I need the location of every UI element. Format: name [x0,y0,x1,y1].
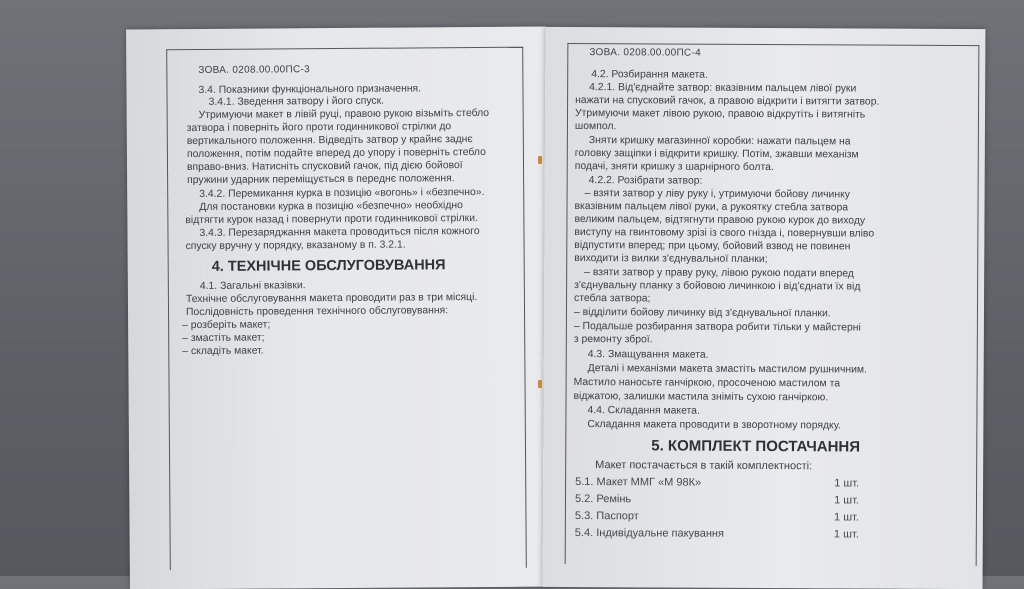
section4-heading: 4. ТЕХНІЧНЕ ОБСЛУГОВУВАННЯ [211,257,446,275]
text-line: Технічне обслуговування макета проводити раз в три місяці. [185,292,478,306]
text-line: затвора і поверніть його проти годинникової стрілки до [186,121,452,135]
text-line: 3.4.1. Зведення затвору і його спуск. [208,95,385,108]
text-line: положення, потім подайте вперед до упору і поверніть стебло [186,146,486,161]
text-line: нажати на спусковий гачок, а правою відкрити і витягти затвор. [575,95,880,108]
text-line: – взяти затвор у праву руку, лівою рукою подати вперед [584,267,854,280]
text-line: спуску вручну у порядку, вказаному в п. 3.2.1. [185,239,406,253]
kit-item-qty: 1 шт. [833,511,859,524]
text-line: Складання макета проводити в зворотному порядку. [587,419,841,432]
kit-intro: Макет постачається в такій комплектності: [595,459,813,473]
text-line: з ремонту зброї. [573,334,653,346]
kit-item-qty: 1 шт. [833,528,859,541]
staple [538,156,542,164]
text-line: шомпол. [574,121,617,133]
text-line: виступу на гвинтовому зрізі із свого гнізда і, повернувши вліво [574,227,875,240]
text-line: з'єднувальну планку з бойовою личинкою і від'єднати їх від [574,280,861,293]
text-line: 4.2.1. Від'єднайте затвор: вказівним пальцем лівої руки [589,82,857,95]
text-line: виходити із вилки з'єднувальної планки; [574,253,768,266]
text-line: – складіть макет. [182,345,264,358]
right-page-code: ЗОВА. 0208.00.00ПС-4 [589,47,701,59]
kit-item [575,476,875,490]
text-line: великим пальцем, відтягнути правою рукою курок до виходу [574,214,866,227]
text-line: головку защіпки і відкрити кришку. Потім, зжавши механізм [574,148,859,161]
text-line: вертикального положення. Відведіть затвор у крайнє заднє [186,134,473,148]
text-line: вправо-вниз. Натисніть спусковий гачок, під дією бойової [186,160,463,174]
text-line: Деталі і механізми макета змастіть мастилом рушничним. [587,363,867,376]
text-line: відпустити вперед; при цьому, бойовий взвод не повинен [574,240,851,253]
text-line: 3.4.3. Перезаряджання макета проводиться після кожного [199,226,480,239]
kit-item-name: 5.2. Ремінь [574,493,632,506]
left-page [126,27,550,589]
text-line: пружини ударник переміщується в переднє положення. [187,173,455,187]
text-line: 4.4. Складання макета. [587,405,700,417]
text-line: Мастило наносьте ганчіркою, просоченою мастилом та [573,377,841,390]
text-line: 4.2.2. Розібрати затвор: [588,175,703,187]
text-line: 4.2. Розбирання макета. [591,69,708,81]
kit-item [575,493,875,507]
left-page-code: ЗОВА. 0208.00.00ПС-3 [198,64,310,76]
kit-item [575,510,875,524]
text-line: подачі, зняти кришку з шарнірного болта. [574,161,774,174]
kit-item-qty: 1 шт. [834,494,860,507]
text-line: 3.4. Показники функціонального призначення. [198,83,422,96]
right-page [543,27,986,589]
text-line: Для постановки курка в позицію «безпечно» необхідно [199,200,463,213]
text-line: – відділити бойову личинку від з'єднувальної планки. [573,307,831,320]
kit-item-name: 5.4. Індивідуальне пакування [574,527,725,540]
kit-item-name: 5.3. Паспорт [574,510,639,523]
text-line: Зняти кришку магазинної коробки: нажати пальцем на [588,135,851,148]
section5-heading: 5. КОМПЛЕКТ ПОСТАЧАННЯ [651,437,861,456]
text-line: Утримуючи макет в лівій руці, правою рукою візьміть стебло [198,107,490,121]
kit-item-qty: 1 шт. [834,477,860,490]
text-line: 4.1. Загальні вказівки. [199,280,306,292]
text-line: вказівним пальцем лівої руки, а рукоятку стебла затвора [574,201,849,214]
text-line: – Подальше розбирання затвора робити тільки у майстерні [573,321,861,334]
staple [538,380,542,388]
text-line: – змастіть макет; [182,332,265,345]
text-line: 3.4.2. Перемикання курка в позицію «вогонь» і «безпечно». [199,186,485,200]
text-line: 4.3. Змащування макета. [587,349,709,361]
text-line: віджатою, залишки мастила зніміть сухою ганчіркою. [573,391,829,404]
text-line: – розберіть макет; [182,319,271,332]
kit-item-name: 5.1. Макет ММГ «М 98К» [575,476,702,489]
text-line: Утримуючи макет лівою рукою, правою відкрутіть і витягніть [574,108,866,121]
text-line: стебла затвора; [574,293,651,305]
kit-item [575,527,875,541]
text-line: Послідовність проведення технічного обслуговування: [185,305,449,319]
text-line: – взяти затвор у ліву руку і, утримуючи бойову личинку [584,188,850,201]
text-line: відтягти курок назад і повернути проти годинникової стрілки. [185,213,478,227]
